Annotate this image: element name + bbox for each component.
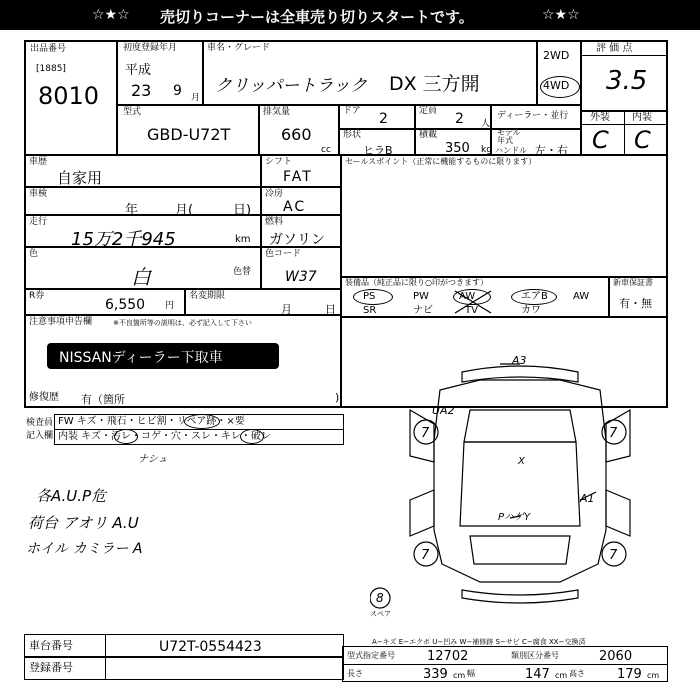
- name-change-day: 日: [325, 303, 336, 316]
- inspection-day: 日): [233, 203, 252, 218]
- mileage-label: 走行: [29, 217, 48, 227]
- capacity-unit: 人: [481, 119, 491, 129]
- shape-box: [338, 128, 416, 156]
- banner-stars-left: ☆★☆: [92, 7, 130, 23]
- handle-value: 左・右: [535, 144, 568, 157]
- ac-box: [260, 186, 342, 216]
- handwritten-line-1: 各A.U.P危: [36, 487, 107, 505]
- shift-value: FAT: [283, 169, 313, 185]
- inspection-month: 月(: [175, 203, 194, 218]
- int-value: C: [634, 126, 651, 154]
- equipment-cross-out: [451, 287, 495, 317]
- notes-box: [24, 314, 342, 408]
- drive-box: [536, 40, 582, 106]
- color-label: 色: [29, 249, 39, 259]
- model-type-value: GBD-U72T: [147, 125, 231, 144]
- diagram-label-a3: A3: [512, 354, 527, 367]
- type-designation-label: 型式指定番号: [347, 651, 395, 660]
- name-change-label: 名変期限: [189, 291, 226, 301]
- tire-mark-fr: 7: [609, 426, 618, 441]
- type-designation-value: 12702: [427, 649, 469, 664]
- repair-value: 有（箇所: [81, 393, 125, 406]
- dealer-trade-in-badge: [47, 343, 279, 369]
- equip-tv: TV: [465, 305, 478, 316]
- doors-box: [338, 104, 416, 130]
- sales-point-box: [340, 154, 668, 278]
- recycle-unit: 円: [165, 301, 175, 311]
- diagram-label-phage: PハゲY: [498, 512, 531, 523]
- load-box: [414, 128, 492, 156]
- tire-mark-rl: 7: [421, 548, 430, 563]
- displacement-value: 660: [281, 125, 312, 144]
- color-change-label: 色替: [233, 267, 252, 277]
- spare-mark: 8: [376, 591, 384, 605]
- height-label: 高さ: [569, 669, 585, 678]
- shift-label: シフト: [265, 157, 293, 167]
- color-value: 白: [131, 265, 151, 289]
- dealer-trade-in-text: NISSANディーラー下取車: [59, 350, 223, 366]
- sales-point-label: セールスポイント（正常に機能するものに限ります）: [345, 157, 537, 166]
- equip-sr: SR: [363, 305, 377, 316]
- equip-aw2: AW: [573, 291, 590, 302]
- new-warranty-value: 有・無: [619, 297, 652, 310]
- new-warranty-label: 新車保証書: [613, 278, 653, 287]
- capacity-value: 2: [455, 111, 464, 127]
- usage-value: 自家用: [57, 169, 103, 187]
- ac-value: AC: [283, 199, 307, 215]
- color-code-label: 色コード: [265, 249, 302, 259]
- fuel-value: ガソリン: [269, 232, 325, 248]
- handwritten-line-3: ホイル カミラー A: [26, 541, 143, 557]
- recycle-box: [24, 288, 186, 316]
- int-label: 内装: [632, 112, 652, 123]
- notes-label: 注意事項申告欄: [29, 317, 93, 327]
- first-reg-era: 平成: [125, 63, 152, 78]
- banner-stars-right: ☆★☆: [542, 7, 580, 23]
- mileage-box: [24, 214, 262, 248]
- length-label: 長さ: [347, 669, 363, 678]
- banner-text: 売切りコーナーは全車売り切りスタートです。: [160, 8, 474, 26]
- name-box: [202, 40, 538, 106]
- inspector-scribble: ナシュ: [138, 454, 168, 465]
- mileage-unit: km: [235, 234, 251, 245]
- first-reg-box: [116, 40, 204, 106]
- spare-label: スペア: [370, 610, 391, 618]
- dims-box: [342, 646, 668, 682]
- load-label: 積載: [419, 130, 438, 140]
- fuel-label: 燃料: [265, 217, 284, 227]
- model-year-label: モデル 年式: [497, 128, 521, 145]
- equip-navi: ナビ: [413, 305, 433, 316]
- tire-mark-rr: 7: [609, 548, 618, 563]
- capacity-box: [414, 104, 492, 130]
- lot-sub: [1885]: [36, 64, 66, 74]
- name-model: クリッパートラック: [215, 76, 367, 96]
- equip-ps: PS: [363, 291, 376, 302]
- dealer-label: ディーラー・並行: [497, 111, 569, 121]
- usage-label: 車歴: [29, 157, 48, 167]
- diagram-label-x: X: [518, 456, 525, 467]
- chassis-label: 車台番号: [29, 639, 73, 652]
- score-box: [580, 40, 668, 112]
- score-label: 評 価 点: [596, 43, 633, 54]
- ext-value: C: [592, 126, 609, 154]
- equipment-box: [340, 276, 610, 318]
- drive-2wd-label: 2WD: [543, 49, 570, 62]
- width-label: 幅: [467, 669, 475, 678]
- handle-label: ハンドル: [495, 146, 527, 155]
- displacement-box: [258, 104, 340, 156]
- chassis-value: U72T-0554423: [159, 639, 262, 655]
- top-banner: [0, 0, 700, 30]
- width-unit: cm: [555, 671, 568, 680]
- length-value: 339: [423, 667, 448, 682]
- first-reg-month-unit: 月: [191, 93, 201, 103]
- width-value: 147: [525, 667, 550, 682]
- shift-box: [260, 154, 342, 188]
- inspection-year: 年: [125, 203, 139, 218]
- registration-label: 登録番号: [29, 661, 73, 674]
- inspector-row-fw: FW キズ・飛石・ヒビ割・リペア跡・×要: [58, 416, 245, 427]
- lot-label: 出品番号: [30, 44, 67, 54]
- name-grade: DX 三方開: [389, 73, 480, 95]
- class-number-value: 2060: [599, 649, 633, 664]
- new-warranty-box: [608, 276, 668, 318]
- length-unit: cm: [453, 671, 466, 680]
- name-change-month: 月: [281, 303, 292, 316]
- equip-pw: PW: [413, 291, 429, 302]
- height-value: 179: [617, 667, 642, 682]
- lot-number: 8010: [38, 82, 100, 110]
- chassis-box: [24, 634, 344, 658]
- handwritten-line-2: 荷台 アオリ A.U: [28, 514, 139, 532]
- ext-label: 外装: [590, 112, 610, 123]
- inspection-box: [24, 186, 262, 216]
- load-value: 350: [445, 141, 470, 156]
- doors-value: 2: [379, 111, 388, 127]
- handle-box: [490, 128, 582, 156]
- usage-box: [24, 154, 262, 188]
- inspector-label-1: 検査員: [26, 418, 54, 428]
- dealer-box: [490, 104, 582, 130]
- class-number-label: 類別区分番号: [511, 651, 559, 660]
- name-change-box: [184, 288, 342, 316]
- inspector-label-2: 記入欄: [26, 431, 54, 441]
- shape-label: 形状: [343, 130, 362, 140]
- notes-sub: ※不良箇所等の説明は、必ず記入して下さい: [113, 319, 252, 327]
- drive-4wd: 4WD: [543, 79, 570, 92]
- ext-int-box: [580, 110, 668, 156]
- displacement-unit: cc: [321, 145, 331, 155]
- doors-label: ドア: [343, 106, 361, 116]
- diagram-label-ua2: UA2: [432, 404, 455, 417]
- model-type-box: [116, 104, 260, 156]
- color-code-value: W37: [285, 269, 317, 285]
- equip-aw1: AW: [459, 291, 476, 302]
- score-value: 3.5: [606, 66, 648, 96]
- inspector-row-interior: 内装 キズ・汚レ・コゲ・穴・スレ・キレ・破レ: [58, 431, 271, 442]
- equip-airbag: エアB: [521, 291, 548, 302]
- mileage-value: 15万2千945: [71, 229, 176, 250]
- displacement-label: 排気量: [263, 107, 291, 117]
- recycle-label: R券: [29, 291, 45, 301]
- name-label: 車名・グレード: [207, 43, 271, 53]
- equipment-label: 装備品（純正品に限り○印がつきます）: [345, 278, 488, 287]
- lot-box: [24, 40, 118, 156]
- color-box: [24, 246, 262, 290]
- capacity-label: 定員: [419, 106, 438, 116]
- load-unit: kg: [481, 145, 492, 155]
- repair-close-paren: ): [335, 391, 340, 404]
- registration-box: [24, 656, 344, 680]
- equip-leather: カワ: [521, 305, 541, 316]
- repair-label: 修復歴: [29, 392, 59, 403]
- inspector-section: [24, 412, 342, 448]
- recycle-value: 6,550: [105, 297, 146, 313]
- tire-mark-fl: 7: [421, 426, 430, 441]
- color-code-box: [260, 246, 342, 290]
- first-reg-year: 23: [131, 81, 152, 100]
- shape-value: ヒラB: [363, 144, 393, 157]
- ac-label: 冷房: [265, 189, 284, 199]
- damage-legend: A−キズ E−エクボ U−凹み W−補修跡 S−サビ C−腐食 XX−交換済: [372, 638, 586, 646]
- first-reg-month: 9: [173, 83, 182, 99]
- inspection-label: 車検: [29, 189, 48, 199]
- first-reg-label: 初度登録年月: [123, 43, 178, 53]
- vehicle-damage-diagram: [370, 350, 670, 620]
- diagram-label-a1: A1: [580, 492, 595, 505]
- fuel-box: [260, 214, 342, 248]
- height-unit: cm: [647, 671, 660, 680]
- model-type-label: 型式: [123, 107, 142, 117]
